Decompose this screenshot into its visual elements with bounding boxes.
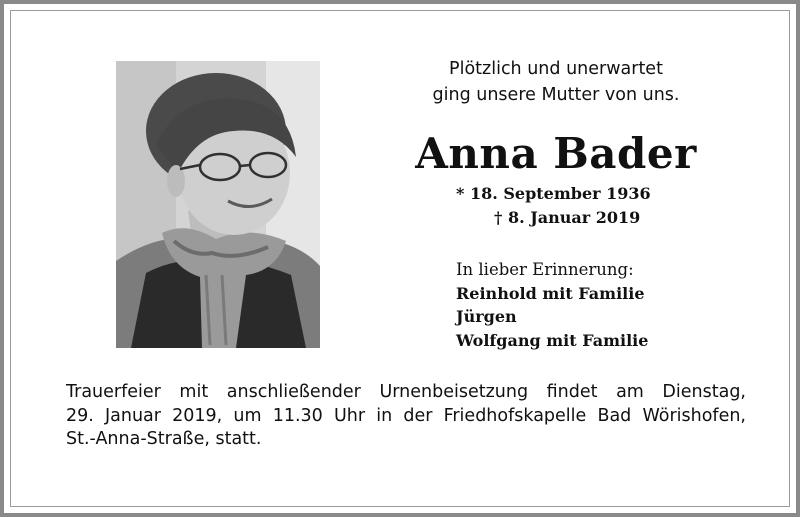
deceased-name: Anna Bader <box>415 129 697 178</box>
intro-line: ging unsere Mutter von uns. <box>432 85 680 105</box>
mourner-name: Reinhold mit Familie <box>456 283 645 303</box>
death-date: † 8. Januar 2019 <box>494 208 641 227</box>
portrait-photo <box>116 61 320 348</box>
memory-heading: In lieber Erinnerung: <box>456 260 634 279</box>
life-dates <box>456 182 651 230</box>
funeral-line: St.-Anna-Straße, statt. <box>66 429 262 449</box>
mourner-name: Wolfgang mit Familie <box>456 330 649 350</box>
mourner-name: Jürgen <box>456 307 517 326</box>
intro-line: Plötzlich und unerwartet <box>449 59 663 79</box>
birth-date: * 18. September 1936 <box>456 184 651 203</box>
funeral-announcement <box>66 381 746 452</box>
intro-text <box>396 56 716 108</box>
funeral-line: Trauerfeier mit anschließender Urnenbeisetzung findet am Dienstag, <box>66 382 746 402</box>
funeral-line: 29. Januar 2019, um 11.30 Uhr in der Friedhofskapelle Bad Wörishofen, <box>66 405 746 426</box>
mourners-block <box>456 258 648 352</box>
